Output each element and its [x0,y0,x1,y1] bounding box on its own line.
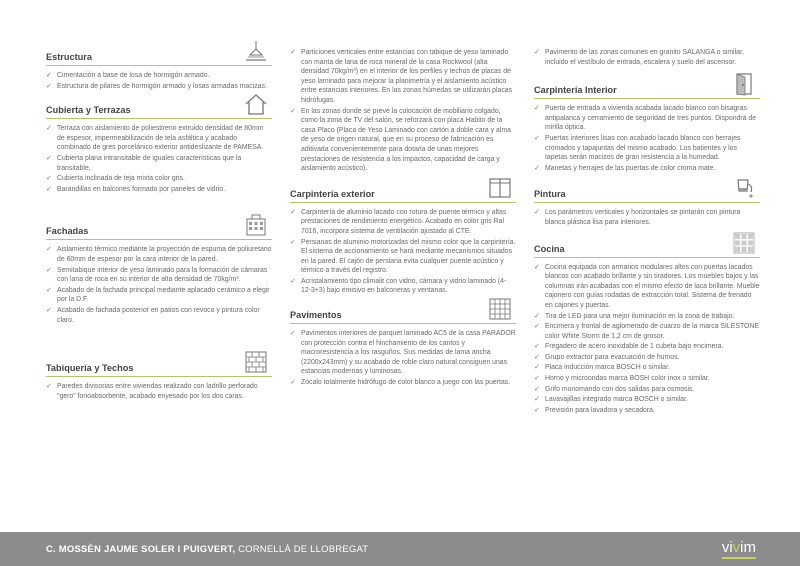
item-text: Tira de LED para una mejor iluminación en la zona de trabajo. [545,312,735,320]
item-text: Encimera y frontal de aglomerado de cuarzo de la marca SILESTONE color White Storm de 1,2 cm de grosor. [545,323,759,340]
check-icon: ✓ [290,379,296,387]
item-text: Semitabique interior de yeso laminado para la formación de cámaras con lana de roca en su interior de alta densidad de 70kg/m³. [57,266,268,284]
check-icon: ✓ [290,107,296,115]
check-icon: ✓ [46,82,52,90]
list-item [534,263,760,311]
check-icon: ✓ [290,330,296,338]
section-header [46,214,272,240]
check-icon: ✓ [46,266,52,274]
item-list [534,99,760,173]
item-list [290,324,516,388]
item-list [46,119,272,194]
list-item [534,48,760,67]
logo-underline [722,557,756,559]
window-icon [488,176,512,200]
section-header [534,177,760,203]
check-icon: ✓ [46,154,52,162]
check-icon: ✓ [534,312,540,320]
list-item [46,306,272,325]
list-item [534,164,760,174]
item-text: Manetas y herrajes de las puertas de color croma mate. [545,164,716,172]
item-text: Cocina equipada con armarios modulares altos con puertas lacados blancos con acabado brillante y sin tiradores. Los muebles bajos y las columnas irán acabadas con el mismo efecto de laca brillante. Mueble cajonero con guías rodadas de extracción total. Sistema de frenado en cajones y puertas. [545,263,760,309]
item-list [46,66,272,91]
section-divider [46,239,272,240]
list-item [534,385,760,395]
section-divider [534,257,760,258]
item-text: Cubierta plana intransitable de iguales características que la transitable. [57,154,242,172]
item-text: Grifo monomando con dos salidas para osmosis. [545,385,695,393]
section-title: Carpintería Interior [534,85,617,96]
item-list [534,203,760,227]
check-icon: ✓ [46,383,52,391]
list-item [534,322,760,341]
section-tabiqueria-continued [290,48,516,174]
check-icon: ✓ [290,277,296,285]
section-title: Cocina [534,243,565,254]
item-text: Acabado de fachada posterior en patios con revoco y pintura color claro. [57,306,260,324]
item-text: Zócalo totalmente hidrófugo de color blanco a juego con las puertas. [301,379,511,387]
check-icon: ✓ [534,343,540,351]
list-item [534,208,760,227]
check-icon: ✓ [534,105,540,113]
list-item [46,185,272,195]
section-divider [290,202,516,203]
item-list [290,48,516,174]
section-fachadas [46,214,272,325]
item-text: Fregadero de acero inoxidable de 1 cubeta bajo encimera. [545,343,724,351]
check-icon: ✓ [534,164,540,172]
check-icon: ✓ [534,209,540,217]
logo-part: v [732,539,741,556]
check-icon: ✓ [534,263,540,271]
section-cubierta [46,93,272,194]
list-item [534,312,760,322]
footer-street: C. MOSSÈN JAUME SOLER I PUIGVERT, [46,544,236,555]
list-item [290,329,516,377]
logo-part: vi [721,539,733,556]
item-text: Pavimento de las zonas comunes en granito SALANGA o similar, incluido el vestíbulo de entrada, escalera y suelo del ascensor. [545,49,744,66]
section-title: Cubierta y Terrazas [46,105,131,116]
item-text: Persianas de aluminio motorizadas del mismo color que la carpintería. El sistema de accionamiento se hará mediante mecanismos situados en la pared. El cajón de persiana evita cualquier puente acústico y térmico a través del registro. [301,238,516,275]
check-icon: ✓ [46,286,52,294]
logo-part: im [740,539,756,556]
list-item [290,277,516,296]
item-text: Grupo extractor para evacuación de humos. [545,353,680,361]
section-header [46,351,272,377]
column-middle [290,48,516,389]
check-icon: ✓ [534,364,540,372]
check-icon: ✓ [534,49,540,56]
list-item [534,363,760,373]
list-item [534,406,760,416]
footer-address [46,544,368,555]
item-text: Lavavajillas integrado marca BOSCH o similar. [545,396,688,404]
section-carpinteria-interior [534,73,760,173]
section-cocina [534,232,760,416]
item-text: Puertas interiores lisas con acabado lacado blanco con herrajes cromados y tapajuntas del mismo acabado. Los batientes y los tapetas serán macizos de gran resistencia a la humedad. [545,134,741,162]
ceiling-lamp-icon [244,39,268,63]
list-item [290,107,516,174]
list-item [534,134,760,163]
check-icon: ✓ [46,306,52,314]
list-item [290,378,516,388]
item-text: Cimentación a base de losa de hormigón armado. [57,72,210,79]
item-text: Aislamiento térmico mediante la proyección de espuma de poliuretano de 60mm de espesor por la cara interior de la pared. [57,246,272,263]
list-item [46,124,272,153]
item-text: Acristalamiento tipo climalit con vidrio, cámara y vidrio laminado (4-12-3+3) bajo emisivo en balconeras y ventanas. [301,277,507,295]
section-title: Pavimentos [290,310,342,321]
kitchen-tiles-icon [732,231,756,255]
list-item [534,342,760,352]
check-icon: ✓ [46,125,52,133]
item-list [46,377,272,401]
item-text: Horno y microondas marca BOSH color inox o similar. [545,375,710,383]
floor-tiles-icon [488,297,512,321]
list-item [46,71,272,81]
building-icon [244,213,268,237]
item-text: Particiones verticales entre estancias con tabique de yeso laminado con manta de lana de roca mineral de la casa Rockwool (alta densidad 70kg/m³) en el interior de los perfiles y techos de placas de yeso laminado para mejorar la planimetría y el aislamiento acústico entre estancias interiores. En las zonas húmedas se utilizarán placas hidrófugas. [301,49,513,104]
section-divider [46,376,272,377]
brick-wall-icon [244,350,268,374]
list-item [534,104,760,133]
section-carpinteria-exterior [290,177,516,296]
list-item [290,48,516,106]
section-pavimentos [290,298,516,388]
item-text: Carpintería de aluminio lacado con rotura de puente térmico y altas prestaciones de rendimiento energético. Acabado en color gris Ral 7016, incorpora sistema de ventilación ajustado al CTE. [301,208,507,235]
check-icon: ✓ [534,375,540,383]
check-icon: ✓ [534,323,540,331]
footer-city: CORNELLÀ DE LLOBREGAT [235,544,369,555]
section-header [46,40,272,66]
list-item [534,353,760,363]
item-text: Previsión para lavadora y secadora. [545,406,655,414]
item-text: Barandillas en balcones formado por paneles de vidrio. [57,185,226,193]
section-divider [534,202,760,203]
section-header [534,73,760,99]
section-header [290,177,516,203]
item-text: Puerta de entrada a vivienda acabada lacado blanco con bisagras antipalanca y cerramiento de seguridad de tres puntos. Dispondrá de mirilla óptica. [545,105,757,132]
list-item [290,238,516,276]
vivim-logo [722,539,756,556]
item-list [534,48,760,67]
section-title: Carpintería exterior [290,188,375,199]
list-item [46,245,272,264]
check-icon: ✓ [290,238,296,246]
item-text: Pavimentos interiores de parquet laminado AC5 de la casa PARADOR con protección contra el hinchamiento de los cantos y macroresistencia a los rasguños. Sus medidas de lama ancha (2200x243mm) y su acabado de roble claro natural consiguen unas estancias modernas y luminosas. [301,330,516,376]
item-text: Cubierta inclinada de teja mixta color gris. [57,175,185,183]
item-text: Terraza con aislamiento de poliestireno extruido densidad de 80mm de espesor, impermeabilización de tela asfáltica y acabado combinado de gres porcelánico exterior antideslizante de PAMESA. [57,125,264,152]
list-item [46,174,272,184]
column-right [534,48,760,416]
section-divider [46,118,272,119]
section-pintura [534,177,760,227]
list-item [290,208,516,237]
section-divider [290,323,516,324]
list-item [46,82,272,92]
section-divider [534,98,760,99]
column-left [46,40,272,402]
item-text: Acabado de la fachada principal mediante aplacado cerámico a elegir por la D.F. [57,286,270,304]
check-icon: ✓ [290,208,296,216]
list-item [46,382,272,401]
section-header [46,93,272,119]
list-item [534,395,760,405]
check-icon: ✓ [46,185,52,193]
check-icon: ✓ [534,406,540,414]
item-text: Estructura de pilares de hormigón armado y losas armadas macizas. [57,82,267,90]
item-text: En las zonas donde se prevé la colocación de mobiliario colgado, como la zona de TV del salón, se reforzará con placa Habito de la casa Placo (Placa de Yeso Laminado con cartón a doble cara y alma de yeso de origen natural, que en su proceso de fabricación es aditivada convenientemente para dotarla de unas mejores prestaciones de resistencia a los impactos, capacidad de carga y aislamiento acústico). [301,107,511,173]
check-icon: ✓ [290,49,296,56]
check-icon: ✓ [46,72,52,79]
item-text: Placa inducción marca BOSCH o similar. [545,364,670,372]
item-list [46,240,272,325]
item-list [534,258,760,416]
section-tabiqueria [46,351,272,401]
section-header [290,298,516,324]
list-item [46,286,272,305]
check-icon: ✓ [534,353,540,361]
list-item [46,266,272,285]
check-icon: ✓ [534,385,540,393]
check-icon: ✓ [534,396,540,404]
footer-bar [0,532,800,566]
section-pavimentos-continued [534,48,760,67]
check-icon: ✓ [46,175,52,183]
section-title: Tabiquería y Techos [46,363,134,374]
check-icon: ✓ [46,246,52,254]
section-title: Fachadas [46,226,89,237]
check-icon: ✓ [534,134,540,142]
section-divider [46,65,272,66]
list-item [534,374,760,384]
section-title: Estructura [46,52,92,62]
item-list [290,203,516,296]
item-text: Paredes divisorias entre viviendas realizado con ladrillo perforado "gero" fonoabsorbente, acabado enyesado por los dos caras. [57,383,258,400]
paint-bucket-icon [732,176,756,200]
house-outline-icon [244,92,268,116]
item-text: Los parámetros verticales y horizontales se pintarán con pintura blanca plástica lisa para interiores. [545,209,741,226]
door-icon [732,72,756,96]
section-title: Pintura [534,189,566,200]
list-item [46,154,272,173]
section-estructura [46,40,272,91]
section-header [534,232,760,258]
